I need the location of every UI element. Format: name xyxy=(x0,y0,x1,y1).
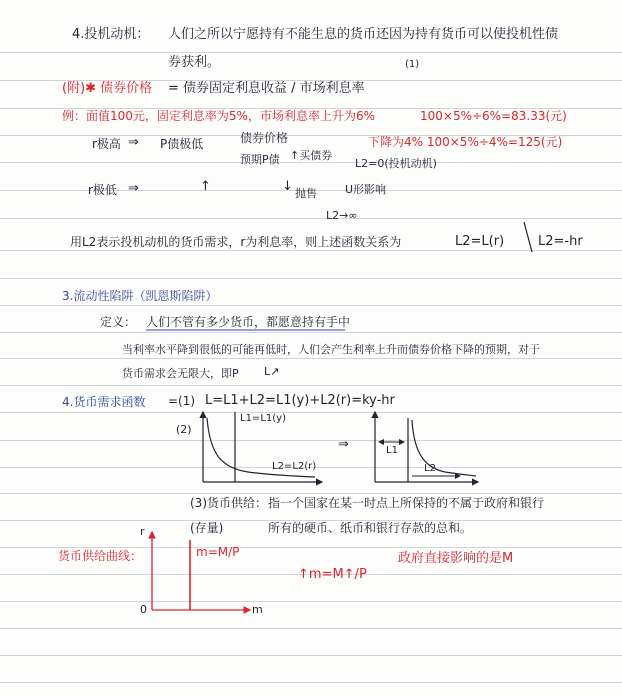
gov-note: 政府直接影响的是M xyxy=(398,551,514,566)
function-line: 用L2表示投机动机的货币需求，r为利息率，则上述函数关系为 xyxy=(70,235,402,249)
p-bond-low: P债极低 xyxy=(160,137,204,151)
section4-title: 4.投机动机： xyxy=(72,27,150,42)
money-supply-graph xyxy=(152,532,250,610)
money-def2: 所有的硬币、纸币和银行存款的总和。 xyxy=(268,521,473,535)
trap-text: U形影响 xyxy=(345,183,387,196)
section4-line1: 人们之所以宁愿持有不能生息的货币还因为持有货币可以使投机性债 xyxy=(168,27,559,42)
left-graph-label: (2) xyxy=(176,423,192,436)
low-rate-up: ↑ xyxy=(200,179,211,194)
bond-price-label: (附)✱ 债券价格 xyxy=(62,81,153,96)
example-calc2: 下降为4% 100×5%÷4%=125(元) xyxy=(368,135,563,149)
graph-l1-label: L1=L1(y) xyxy=(240,413,286,424)
bond-price-formula: = 债券固定利息收益 / 市场利息率 xyxy=(168,81,365,96)
high-rate-label: r极高 xyxy=(92,137,121,151)
demand-equation: L=L1+L2=L1(y)+L2(r)=ky-hr xyxy=(205,393,395,408)
trap-line2: 货币需求会无限大，即P xyxy=(122,367,239,380)
sell-text: 抛售 xyxy=(295,187,317,200)
money-formula: ↑m=M↑/P xyxy=(298,567,367,582)
graph-right-l1: L1 xyxy=(386,445,398,456)
curve-eq: m=M/P xyxy=(196,545,240,559)
expected-p: 预期P债 xyxy=(240,153,280,166)
def-label: 定义： xyxy=(100,315,137,329)
origin-label: 0 xyxy=(140,603,147,616)
example-calc1: 100×5%÷6%=83.33(元) xyxy=(420,109,567,123)
money-def1: 指一个国家在某一时点上所保持的不属于政府和银行 xyxy=(268,496,545,510)
graph-l2-label: L2=L2(r) xyxy=(272,461,317,472)
graph-right-l2: L2 xyxy=(424,463,436,474)
high-rate-arrow: ⇒ xyxy=(128,135,139,150)
section4b-title: 4.货币需求函数 xyxy=(62,395,146,409)
section4-line2: 券获利。 xyxy=(168,55,221,70)
axis-m: m xyxy=(252,603,263,616)
axis-r: r xyxy=(140,525,145,538)
low-rate-label: r极低 xyxy=(88,183,117,197)
eq-prefix: =(1) xyxy=(168,394,196,408)
trap-line2-mark: L↗ xyxy=(264,365,280,378)
trap-line1: 当利率水平降到很低的可能再低时，人们会产生利率上升而债券价格下降的预期，对于 xyxy=(122,343,540,356)
section3-title: 3.流动性陷阱（凯恩斯陷阱） xyxy=(62,289,218,303)
bond-price-text: 债券价格 xyxy=(240,131,289,145)
low-rate-down: ↓ xyxy=(282,179,293,194)
footnote-marker: (1) xyxy=(405,59,420,70)
buy-bond: ↑买债券 xyxy=(290,149,333,162)
money-supply-label: (3)货币供给： xyxy=(190,496,267,510)
low-rate-arrow: ⇒ xyxy=(128,181,139,196)
def-text: 人们不管有多少货币，都愿意持有手中 xyxy=(146,315,351,329)
money-supply-curve-label: 货币供给曲线： xyxy=(58,549,143,563)
l2-infinity: L2→∞ xyxy=(326,209,358,222)
example-lead: 例：面值100元，固定利息率为5%，市场利息率上升为6% xyxy=(62,109,375,123)
eq-l2-hr: L2=-hr xyxy=(538,234,583,249)
l2-zero: L2=0(投机动机) xyxy=(355,157,437,170)
graph-arrow: ⇒ xyxy=(338,437,349,452)
money-stock: (存量) xyxy=(190,521,224,535)
eq-l2-lr: L2=L(r) xyxy=(455,234,505,249)
